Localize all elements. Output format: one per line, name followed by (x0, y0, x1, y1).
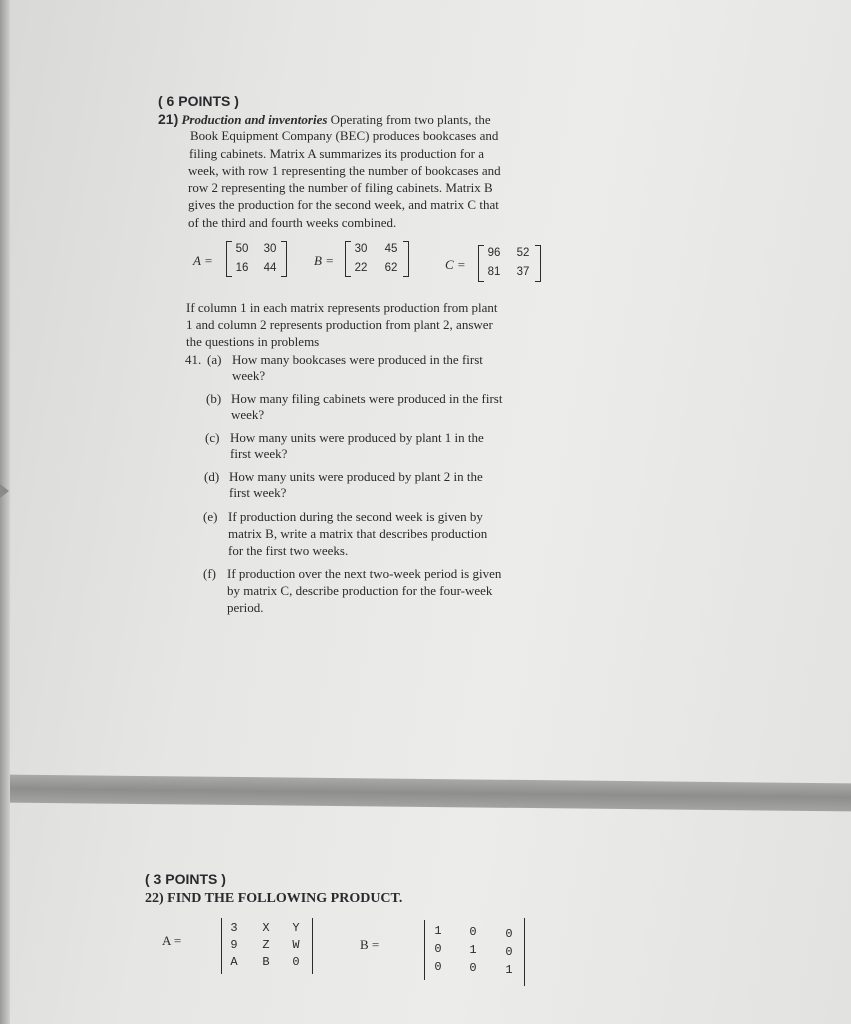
matrix-a2-cell: 3 (230, 921, 238, 935)
question-d-label: (d) (204, 469, 220, 484)
question-c-line-0: How many units were produced by plant 1 in the (230, 430, 484, 445)
problem-22-title: 22) FIND THE FOLLOWING PRODUCT. (145, 891, 403, 906)
problem-title: Production and inventories (181, 112, 328, 127)
matrix-b-label: B = (314, 253, 334, 268)
followup-line-2: the questions in problems (186, 334, 320, 349)
matrix-b2-cell: 0 (434, 942, 442, 956)
question-b-line-1: week? (231, 407, 265, 422)
matrix-b2-right-bar (524, 918, 525, 986)
points-label-21: ( 6 POINTS ) (158, 93, 239, 109)
matrix-c-cell: 96 (487, 247, 501, 259)
intro-line-4: row 2 representing the number of filing cabinets. Matrix B (188, 180, 493, 195)
question-e-label: (e) (203, 509, 218, 524)
matrix-b-cell: 30 (354, 243, 368, 255)
matrix-a-cell: 30 (263, 243, 277, 255)
matrix-a2-label: A = (162, 933, 182, 948)
matrix-b2-left-bar (424, 920, 425, 980)
question-c-line-1: first week? (230, 446, 288, 461)
intro-line-5: gives the production for the second week, and matrix C that (188, 197, 499, 212)
matrix-b-right-bracket (403, 241, 409, 277)
matrix-b2-cell: 0 (469, 925, 477, 939)
matrix-c-cell: 52 (516, 247, 530, 259)
intro-line-3: week, with row 1 representing the number of bookcases and (188, 163, 501, 178)
matrix-b2-cell: 1 (434, 924, 442, 938)
matrix-c-cell: 81 (487, 266, 501, 278)
intro-line-0: Operating from two plants, the (330, 112, 491, 127)
question-a-label: (a) (207, 352, 222, 367)
matrix-c-label: C = (445, 257, 466, 272)
matrix-a-cell: 50 (235, 243, 249, 255)
matrix-b2-cell: 0 (505, 945, 513, 959)
points-label-22: ( 3 POINTS ) (145, 871, 226, 887)
matrix-b-cell: 45 (384, 243, 398, 255)
matrix-a2-cell: A (230, 955, 238, 969)
matrix-a2-right-bar (312, 918, 313, 974)
intro-line-6: of the third and fourth weeks combined. (188, 215, 397, 230)
matrix-c-cell: 37 (516, 266, 530, 278)
followup-line-1: 1 and column 2 represents production from plant 2, answer (186, 317, 493, 332)
matrix-a2-cell: W (292, 938, 300, 952)
question-c-label: (c) (205, 430, 220, 445)
matrix-b2-label: B = (360, 937, 380, 952)
matrix-a2-left-bar (221, 918, 222, 974)
intro-line-2: filing cabinets. Matrix A summarizes its production for a (189, 146, 484, 161)
question-e-line-1: matrix B, write a matrix that describes production (228, 526, 488, 541)
question-b-label: (b) (206, 391, 222, 406)
matrix-a2-cell: 0 (292, 955, 300, 969)
matrix-b-cell: 62 (384, 262, 398, 274)
problem-number: 21) (158, 111, 179, 127)
matrix-a-right-bracket (281, 241, 287, 277)
question-d-line-1: first week? (229, 485, 287, 500)
question-number: 41. (185, 352, 202, 367)
question-b-line-0: How many filing cabinets were produced in the first (231, 391, 503, 406)
matrix-b2-cell: 0 (434, 960, 442, 974)
matrix-a2-cell: B (262, 955, 270, 969)
matrix-b2-cell: 0 (469, 961, 477, 975)
matrix-a-cell: 16 (235, 262, 249, 274)
question-f-label: (f) (203, 566, 216, 581)
intro-line-1: Book Equipment Company (BEC) produces bookcases and (190, 128, 499, 143)
problem-21-heading (158, 112, 491, 126)
matrix-b2-cell: 0 (505, 927, 513, 941)
matrix-a-cell: 44 (263, 262, 277, 274)
question-f-line-2: period. (227, 600, 264, 615)
matrix-a2-cell: Y (292, 921, 300, 935)
question-a-line-0: How many bookcases were produced in the first (232, 352, 483, 367)
matrix-a-label: A = (193, 253, 213, 268)
question-f-line-0: If production over the next two-week period is given (227, 566, 502, 581)
matrix-a2-cell: X (262, 921, 270, 935)
matrix-a2-cell: 9 (230, 938, 238, 952)
matrix-c-right-bracket (535, 245, 541, 282)
matrix-b-cell: 22 (354, 262, 368, 274)
question-d-line-0: How many units were produced by plant 2 in the (229, 469, 483, 484)
matrix-a2-cell: Z (262, 938, 270, 952)
question-e-line-2: for the first two weeks. (228, 543, 349, 558)
matrix-b2-cell: 1 (469, 943, 477, 957)
question-f-line-1: by matrix C, describe production for the four-week (227, 583, 493, 598)
matrix-b2-cell: 1 (505, 963, 513, 977)
question-a-line-1: week? (232, 368, 266, 383)
followup-line-0: If column 1 in each matrix represents production from plant (186, 300, 498, 315)
question-e-line-0: If production during the second week is given by (228, 509, 483, 524)
